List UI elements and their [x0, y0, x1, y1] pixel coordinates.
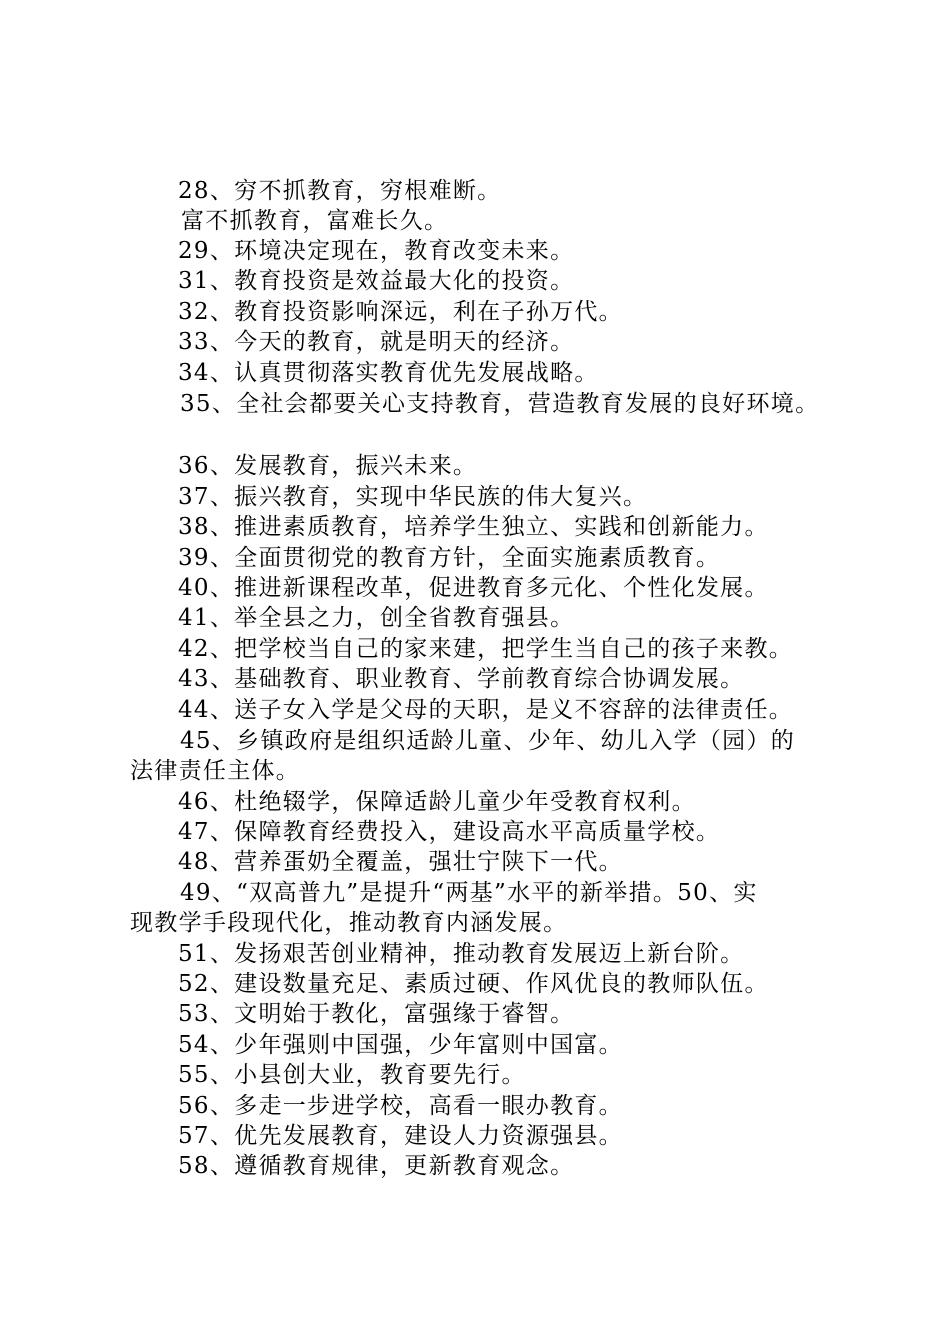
slogan-line-52: 52、建设数量充足、素质过硬、作风优良的教师队伍。 — [178, 971, 769, 997]
slogan-line-58: 58、遵循教育规律，更新教育观念。 — [178, 1153, 575, 1179]
slogan-line-36: 36、发展教育，振兴未来。 — [178, 453, 478, 479]
slogan-line-55: 55、小县创大业，教育要先行。 — [178, 1062, 526, 1088]
slogan-line-42: 42、把学校当自己的家来建，把学生当自己的孩子来教。 — [178, 636, 794, 662]
slogan-line-49: 49、“双高普九”是提升“两基”水平的新举措。50、实 — [180, 880, 758, 906]
slogan-line-54: 54、少年强则中国强，少年富则中国富。 — [178, 1032, 623, 1058]
slogan-line-28-cont: 富不抓教育，富难长久。 — [181, 208, 449, 234]
slogan-line-32: 32、教育投资影响深远，利在子孙万代。 — [178, 299, 623, 325]
slogan-line-53: 53、文明始于教化，富强缘于睿智。 — [178, 1001, 575, 1027]
slogan-line-39: 39、全面贯彻党的教育方针，全面实施素质教育。 — [178, 545, 721, 571]
slogan-line-40: 40、推进新课程改革，促进教育多元化、个性化发展。 — [178, 575, 769, 601]
slogan-line-44: 44、送子女入学是父母的天职，是义不容辞的法律责任。 — [178, 697, 794, 723]
slogan-line-31: 31、教育投资是效益最大化的投资。 — [178, 268, 575, 294]
slogan-line-56: 56、多走一步进学校，高看一眼办教育。 — [178, 1093, 623, 1119]
slogan-line-47: 47、保障教育经费投入，建设高水平高质量学校。 — [178, 819, 721, 845]
slogan-line-38: 38、推进素质教育，培养学生独立、实践和创新能力。 — [178, 514, 769, 540]
slogan-line-33: 33、今天的教育，就是明天的经济。 — [178, 329, 575, 355]
slogan-line-57: 57、优先发展教育，建设人力资源强县。 — [178, 1123, 623, 1149]
slogan-line-41: 41、举全县之力，创全省教育强县。 — [178, 605, 575, 631]
slogan-line-29: 29、环境决定现在，教育改变未来。 — [178, 238, 575, 264]
slogan-line-37: 37、振兴教育，实现中华民族的伟大复兴。 — [178, 484, 648, 510]
slogan-line-49-cont: 现教学手段现代化，推动教育内涵发展。 — [130, 910, 568, 936]
slogan-line-43: 43、基础教育、职业教育、学前教育综合协调发展。 — [178, 666, 745, 692]
slogan-line-28: 28、穷不抓教育，穷根难断。 — [178, 178, 502, 204]
slogan-line-45: 45、乡镇政府是组织适龄儿童、少年、幼儿入学（园）的 — [180, 728, 796, 754]
slogan-line-45-cont: 法律责任主体。 — [130, 758, 301, 784]
slogan-line-35: 35、全社会都要关心支持教育，营造教育发展的良好环境。 — [180, 391, 820, 417]
slogan-line-34: 34、认真贯彻落实教育优先发展战略。 — [178, 360, 599, 386]
slogan-line-51: 51、发扬艰苦创业精神，推动教育发展迈上新台阶。 — [178, 941, 745, 967]
slogan-line-48: 48、营养蛋奶全覆盖，强壮宁陕下一代。 — [178, 849, 623, 875]
slogan-line-46: 46、杜绝辍学，保障适龄儿童少年受教育权利。 — [178, 789, 696, 815]
